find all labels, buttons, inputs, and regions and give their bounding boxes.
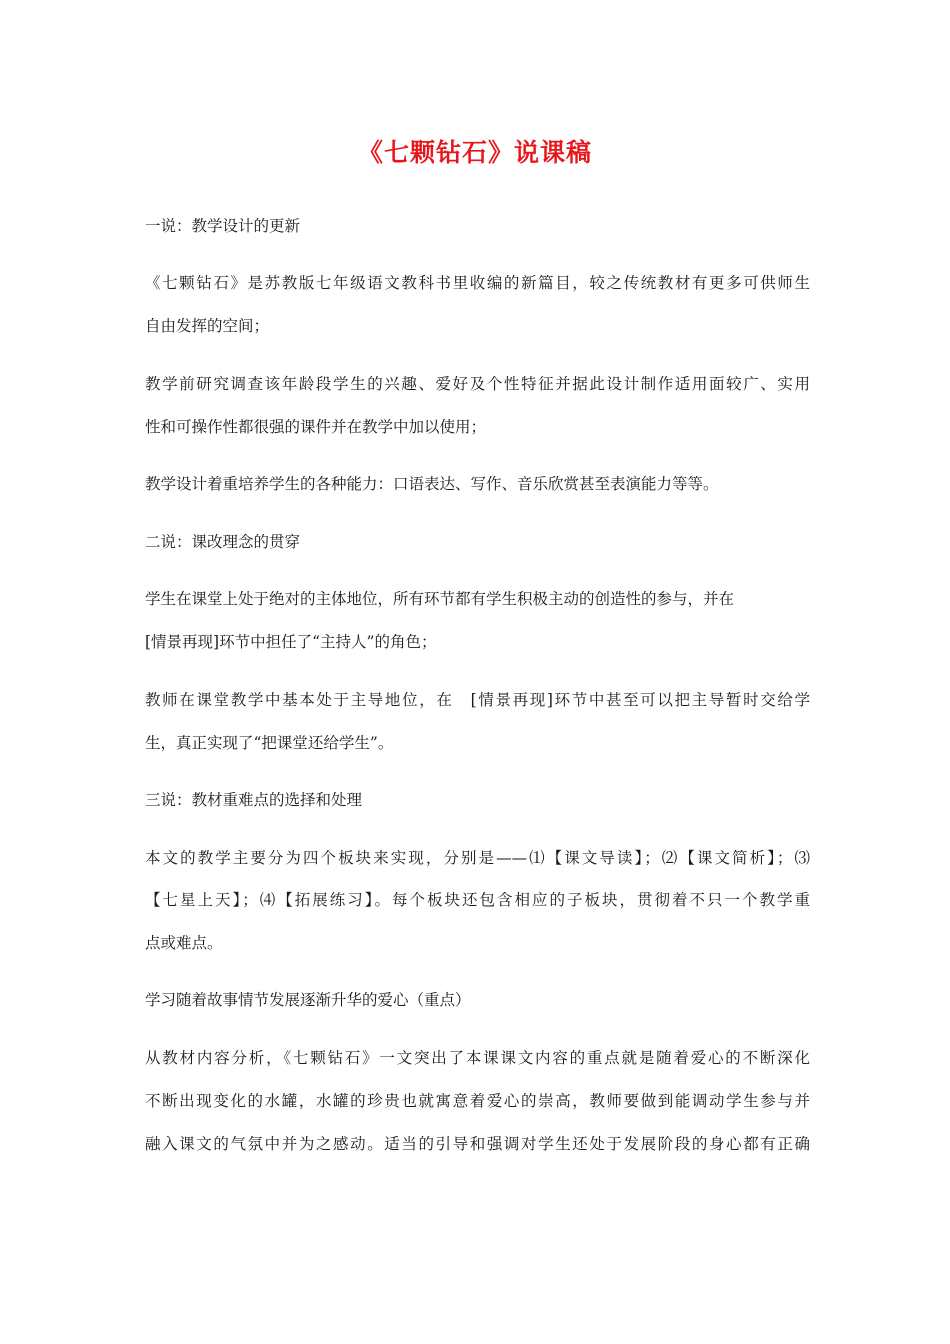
paragraph-line: 本文的教学主要分为四个板块来实现，分别是——⑴【课文导读】；⑵【课文简析】；⑶ — [145, 849, 810, 867]
section-heading-3: 三说：教材重难点的选择和处理 — [145, 791, 363, 809]
section-heading-1: 一说：教学设计的更新 — [145, 217, 301, 235]
paragraph-line: 《七颗钻石》是苏教版七年级语文教科书里收编的新篇目，较之传统教材有更多可供师生 — [145, 274, 810, 292]
paragraph-line: 融入课文的气氛中并为之感动。适当的引导和强调对学生还处于发展阶段的身心都有正确 — [145, 1135, 810, 1153]
paragraph-line: 教学前研究调查该年龄段学生的兴趣、爱好及个性特征并据此设计制作适用面较广、实用 — [145, 375, 810, 393]
subsection-heading: 学习随着故事情节发展逐渐升华的爱心（重点） — [145, 991, 471, 1009]
paragraph-line: 教学设计着重培养学生的各种能力：口语表达、写作、音乐欣赏甚至表演能力等等。 — [145, 475, 719, 493]
paragraph-line: 点或难点。 — [145, 934, 223, 952]
paragraph-line: 教师在课堂教学中基本处于主导地位，在 [情景再现]环节中甚至可以把主导暂时交给学 — [145, 691, 810, 709]
document-title: 《七颗钻石》说课稿 — [357, 138, 592, 167]
paragraph-line: 生，真正实现了“把课堂还给学生”。 — [145, 734, 394, 752]
paragraph-line: 不断出现变化的水罐，水罐的珍贵也就寓意着爱心的崇高，教师要做到能调动学生参与并 — [145, 1092, 810, 1110]
paragraph-line: 自由发挥的空间； — [145, 317, 270, 335]
paragraph-line: 学生在课堂上处于绝对的主体地位，所有环节都有学生积极主动的创造性的参与，并在 — [145, 590, 735, 608]
paragraph-line: 性和可操作性都很强的课件并在教学中加以使用； — [145, 418, 487, 436]
paragraph-line: 从教材内容分析，《七颗钻石》一文突出了本课课文内容的重点就是随着爱心的不断深化 — [145, 1049, 810, 1067]
paragraph-line: [情景再现]环节中担任了“主持人”的角色； — [145, 633, 437, 651]
paragraph-line: 【七星上天】；⑷【拓展练习】。每个板块还包含相应的子板块，贯彻着不只一个教学重 — [145, 891, 810, 909]
section-heading-2: 二说：课改理念的贯穿 — [145, 533, 301, 551]
